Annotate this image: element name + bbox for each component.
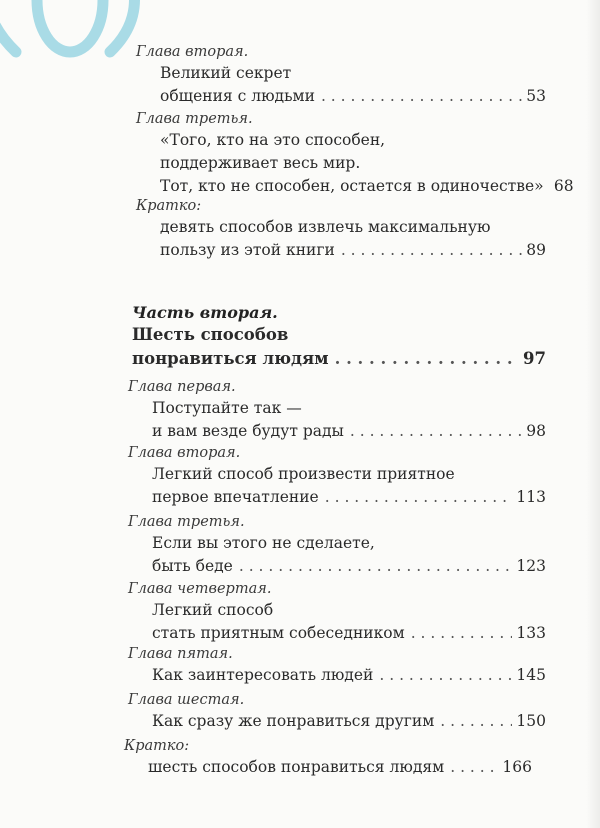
toc-entry-line: общения с людьми [160,87,315,105]
dot-leader [450,756,498,779]
toc-entry-label: Глава третья. [136,111,253,127]
dot-leader [325,486,513,509]
toc-entry-label: Глава четвертая. [128,581,272,597]
toc-page-number: 145 [516,666,546,684]
toc-entry-line: Тот, кто не способен, остается в одиночестве» [160,177,544,195]
dot-leader [335,347,519,371]
toc-entry-label: Глава вторая. [136,44,249,60]
toc-entry-line: и вам везде будут рады [152,422,344,440]
toc-entry-line: «Того, кто на это способен, [160,131,386,149]
toc-page-number: 89 [526,241,546,259]
toc-entry-line: Великий секрет [160,64,292,82]
toc-entry-line: Легкий способ [152,601,274,619]
toc-entry-line: Как заинтересовать людей [152,666,374,684]
toc-entry-line: Поступайте так — [152,399,302,417]
toc-entry-chapter-2 [136,42,546,108]
dot-leader [239,555,513,578]
dot-leader [350,420,522,443]
toc-page-number: 113 [516,488,546,506]
toc-entry-line: шесть способов понравиться людям [148,758,445,776]
toc-page-number: 133 [516,624,546,642]
toc-page-number: 97 [523,349,546,368]
toc-entry-label: Глава шестая. [128,692,245,708]
toc-entry-line: Если вы этого не сделаете, [152,534,375,552]
toc-page-number: 150 [516,712,546,730]
toc-entry-summary-1 [136,196,546,262]
toc-entry-chapter-1 [128,377,546,443]
toc-entry-chapter-3b [128,512,546,578]
toc-entry-label: Глава третья. [128,514,245,530]
toc-page-number: 53 [526,87,546,105]
toc-entry-label: Глава первая. [128,379,236,395]
toc-entry-chapter-2b [128,443,546,509]
toc-part-title-line: Шесть способов [132,325,289,344]
toc-entry-chapter-3 [136,109,574,198]
dot-leader [341,239,522,262]
toc-page-number: 98 [526,422,546,440]
toc-entry-summary-2 [124,736,532,779]
dot-leader [379,664,512,687]
toc-page-number: 166 [502,758,532,776]
toc-part-title-line: понравиться людям [132,349,329,368]
toc-entry-part-2 [132,303,546,371]
toc-page-number: 68 [553,177,574,195]
toc-part-label: Часть вторая. [132,303,278,322]
dot-leader [440,710,512,733]
toc-entry-label: Глава вторая. [128,445,241,461]
toc-entry-line: девять способов извлечь максимальную [160,218,491,236]
toc-entry-line: стать приятным собеседником [152,624,405,642]
toc-entry-chapter-6 [128,690,546,733]
toc-entry-label: Кратко: [136,198,202,214]
toc-entry-chapter-4 [128,579,546,645]
toc-entry-chapter-5 [128,644,546,687]
toc-entry-label: Глава пятая. [128,646,233,662]
page-edge-shadow [586,0,600,828]
toc-entry-line: поддерживает весь мир. [160,154,361,172]
toc-entry-line: быть беде [152,557,233,575]
toc-entry-line: Как сразу же понравиться другим [152,712,435,730]
dot-leader [411,622,513,645]
toc-entry-line: пользу из этой книги [160,241,335,259]
toc-entry-line: Легкий способ произвести приятное [152,465,455,483]
toc-entry-line: первое впечатление [152,488,319,506]
toc-page-number: 123 [516,557,546,575]
dot-leader [321,85,522,108]
toc-entry-label: Кратко: [124,738,190,754]
